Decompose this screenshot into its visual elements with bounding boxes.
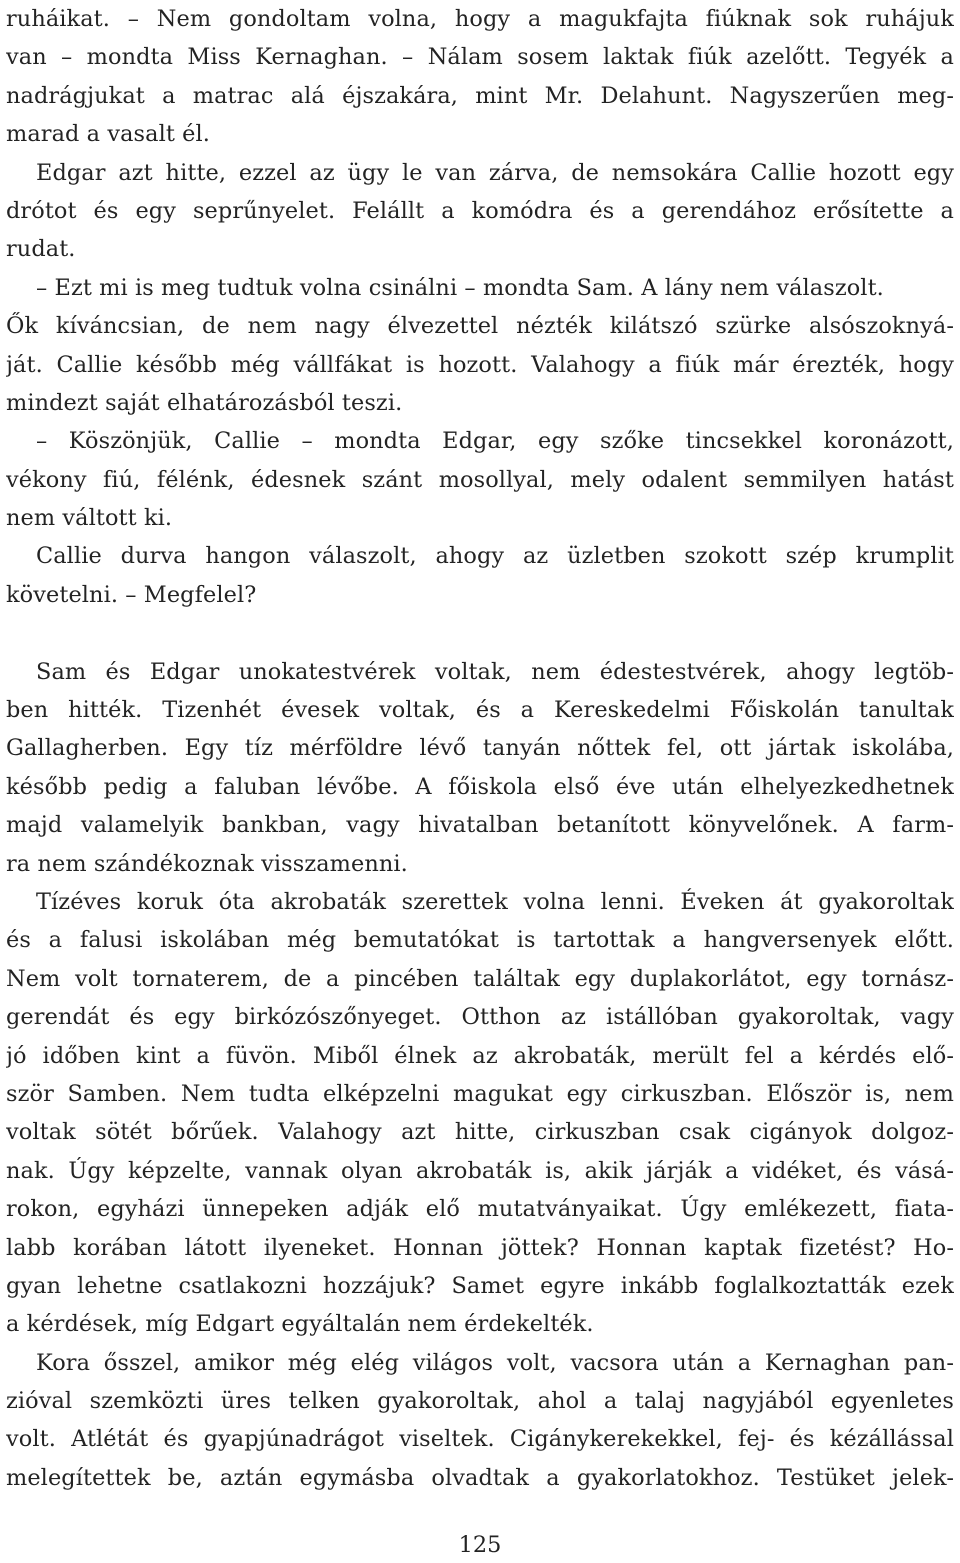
- text-line: – Ezt mi is meg tudtuk volna csinálni – mondta Sam. A lány nem válaszolt.: [36, 274, 884, 301]
- text-line: ruháikat. – Nem gondoltam volna, hogy a magukfajta fiúknak sok ruhájuk: [6, 6, 954, 32]
- text-line: Callie durva hangon válaszolt, ahogy az üzletben szokott szép krumplit: [36, 543, 954, 570]
- text-line: rokon, egyházi ünnepeken adják elő mutatványaikat. Úgy emlékezett, fiata-: [6, 1196, 954, 1223]
- text-line: – Köszönjük, Callie – mondta Edgar, egy szőke tincsekkel koronázott,: [36, 428, 954, 455]
- text-line: Gallagherben. Egy tíz mérföldre lévő tanyán nőttek fel, ott jártak iskolába,: [6, 735, 954, 762]
- text-line: gyan lehetne csatlakozni hozzájuk? Samet egyre inkább foglalkoztatták ezek: [6, 1272, 954, 1299]
- text-line: vékony fiú, félénk, édesnek szánt mosollyal, mely odalent semmilyen hatást: [6, 466, 954, 493]
- text-line: voltak sötét bőrűek. Valahogy azt hitte, cirkuszban csak cigányok dolgoz-: [6, 1119, 954, 1146]
- section-break: [6, 614, 954, 652]
- text-line: melegítettek be, aztán egymásba olvadtak a gyakorlatokhoz. Testüket jelek-: [6, 1464, 954, 1491]
- text-line: drótot és egy seprűnyelet. Felállt a komódra és a gerendához erősítette a: [6, 197, 954, 224]
- text-line: követelni. – Megfelel?: [6, 581, 257, 608]
- text-line: gerendát és egy birkózószőnyeget. Otthon az istállóban gyakoroltak, vagy: [6, 1004, 954, 1031]
- text-line: Edgar azt hitte, ezzel az ügy le van zárva, de nemsokára Callie hozott egy: [36, 159, 954, 186]
- text-line: rudat.: [6, 236, 76, 263]
- book-page: [6, 0, 954, 1497]
- text-line: zióval szemközti üres telken gyakoroltak, ahol a talaj nagyjából egyenletes: [6, 1388, 954, 1415]
- text-line: nadrágjukat a matrac alá éjszakára, mint Mr. Delahunt. Nagyszerűen meg-: [6, 82, 954, 109]
- text-line: ját. Callie később még vállfákat is hozott. Valahogy a fiúk már érezték, hogy: [6, 351, 954, 378]
- text-line: később pedig a faluban lévőbe. A főiskola első éve után elhelyezkedhetnek: [6, 773, 954, 800]
- text-line: Nem volt tornaterem, de a pincében találtak egy duplakorlátot, egy tornász-: [6, 965, 954, 992]
- text-line: Ők kíváncsian, de nem nagy élvezettel nézték kilátszó szürke alsószoknyá-: [6, 313, 954, 340]
- text-line: marad a vasalt él.: [6, 121, 210, 148]
- text-line: nak. Úgy képzelte, vannak olyan akrobaták is, akik járják a vidéket, és vásá-: [6, 1157, 954, 1184]
- text-line: volt. Atlétát és gyapjúnadrágot viseltek. Cigánykerekekkel, fej- és kézállással: [6, 1426, 954, 1453]
- text-line: Kora ősszel, amikor még elég világos volt, vacsora után a Kernaghan pan-: [36, 1349, 954, 1376]
- text-line: nem váltott ki.: [6, 505, 173, 532]
- text-line: majd valamelyik bankban, vagy hivatalban betanított könyvelőnek. A farm-: [6, 812, 954, 839]
- text-line: van – mondta Miss Kernaghan. – Nálam sosem laktak fiúk azelőtt. Tegyék a: [6, 44, 954, 71]
- text-line: Sam és Edgar unokatestvérek voltak, nem édestestvérek, ahogy legtöb-: [36, 658, 954, 685]
- text-line: és a falusi iskolában még bemutatókat is tartottak a hangversenyek előtt.: [6, 927, 954, 954]
- text-line: labb korában látott ilyeneket. Honnan jöttek? Honnan kaptak fizetést? Ho-: [6, 1234, 954, 1261]
- text-line: ben hitték. Tizenhét évesek voltak, és a Kereskedelmi Főiskolán tanultak: [6, 697, 954, 724]
- text-line: ra nem szándékoznak visszamenni.: [6, 850, 408, 877]
- text-line: mindezt saját elhatározásból teszi.: [6, 389, 403, 416]
- text-line: jó időben kint a füvön. Miből élnek az akrobaták, merült fel a kérdés elő-: [6, 1042, 954, 1069]
- page-number: 125: [458, 1532, 502, 1558]
- text-line: ször Samben. Nem tudta elképzelni magukat egy cirkuszban. Először is, nem: [6, 1080, 954, 1107]
- text-line: Tízéves koruk óta akrobaták szerettek volna lenni. Éveken át gyakoroltak: [36, 888, 954, 915]
- text-line: a kérdések, míg Edgart egyáltalán nem érdekelték.: [6, 1311, 594, 1338]
